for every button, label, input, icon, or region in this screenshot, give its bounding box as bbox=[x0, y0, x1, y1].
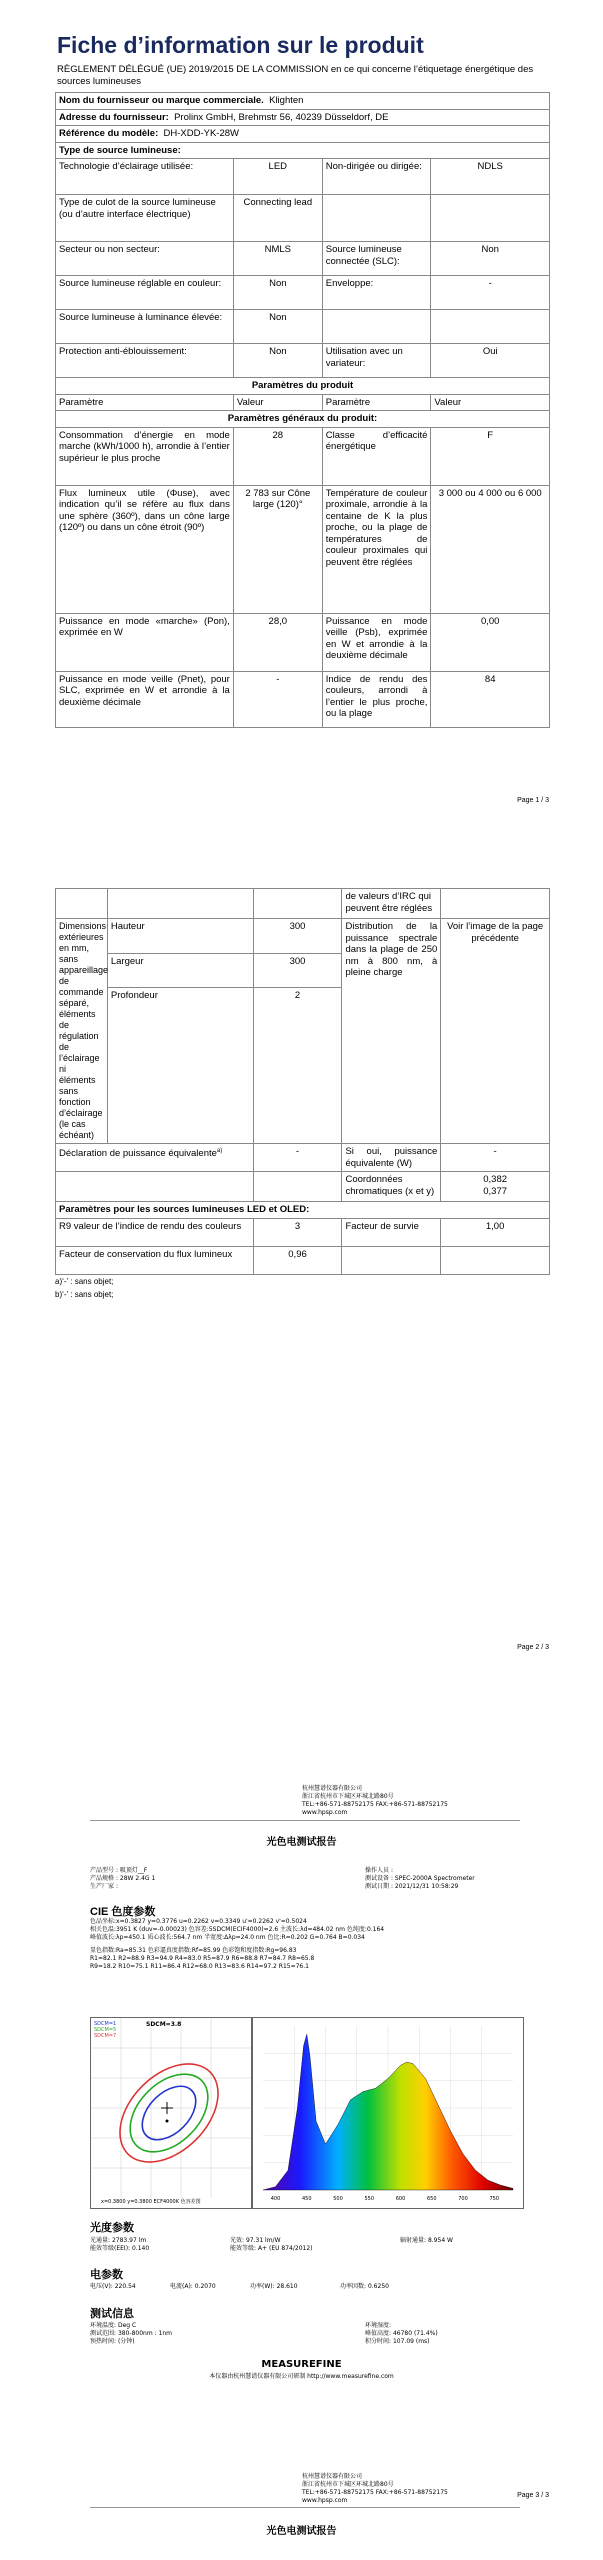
ellipse-sdcm5 bbox=[115, 2059, 222, 2166]
divider bbox=[90, 1820, 520, 1821]
x-tick-label: 550 bbox=[364, 2196, 375, 2202]
spectrum-svg bbox=[253, 2018, 523, 2208]
cie-line: R1=82.1 R2=88.9 R3=94.9 R4=83.0 R5=87.9 R6=88.8 R7=84.7 R8=65.8 bbox=[90, 1955, 315, 1962]
cell-decl-value: - bbox=[253, 1144, 342, 1172]
cell-ifyes-label: Si oui, puissance équivalente (W) bbox=[342, 1144, 441, 1172]
cie-line: R9=18.2 R10=75.1 R11=86.4 R12=68.0 R13=83.6 R14=97.2 R15=76.1 bbox=[90, 1963, 309, 1970]
info-label: 产品规格 bbox=[90, 1875, 115, 1882]
cell-class-value: F bbox=[431, 427, 550, 485]
cell-empty bbox=[322, 310, 431, 344]
supplier-label: Nom du fournisseur ou marque commerciale. bbox=[59, 95, 264, 106]
x-tick-label: 600 bbox=[395, 2196, 406, 2202]
info-label: 产品型号 bbox=[90, 1867, 115, 1874]
cell-colour-value: Non bbox=[233, 276, 322, 310]
power-value: 28.610 bbox=[276, 2283, 298, 2290]
cie-line: 显色指数:Ra=85.31 色彩逼真度指数:Rf=85.99 色彩饱和度指数:Rg=96.83 bbox=[90, 1947, 297, 1954]
company-header bbox=[302, 1785, 448, 1817]
model-label: Référence du modèle: bbox=[59, 128, 159, 139]
cell-height-value: 300 bbox=[253, 919, 342, 954]
cell-class-label: Classe d’efficacité énergétique bbox=[322, 427, 431, 485]
warmup-label: 预热时间: bbox=[90, 2338, 117, 2345]
address-value: Prolinx GmbH, Brehmstr 56, 40239 Düsseldorf, DE bbox=[174, 111, 389, 123]
product-info-table bbox=[55, 92, 550, 728]
cell-flux-value: 2 783 sur Cône large (120)° bbox=[233, 485, 322, 613]
page-2 bbox=[55, 888, 550, 1299]
cell-pon-value: 28,0 bbox=[233, 613, 322, 671]
col-param: Paramètre bbox=[322, 394, 431, 411]
company-name: 杭州慧谱仪器有限公司 bbox=[302, 2473, 363, 2480]
cell-envelope-value: - bbox=[431, 276, 550, 310]
cell-r9-value: 3 bbox=[253, 1218, 342, 1246]
integration-label: 积分时间: bbox=[365, 2338, 392, 2345]
model-value: DH-XDD-YK-28W bbox=[163, 128, 240, 139]
cell-pnet-value: - bbox=[233, 671, 322, 727]
cell-decl-label: Déclaration de puissance équivalente bbox=[59, 1148, 217, 1160]
company-web: www.hpsp.com bbox=[302, 1809, 348, 1816]
cell-tech-label: Technologie d’éclairage utilisée: bbox=[56, 159, 234, 195]
legend-sdcm1: SDCM=1 bbox=[94, 2021, 117, 2027]
page-number: Page 2 / 3 bbox=[517, 1644, 549, 1651]
efficacy-label: 光效: bbox=[230, 2237, 245, 2244]
cell-r9-label: R9 valeur de l’indice de rendu des couleurs bbox=[56, 1218, 254, 1246]
company-phone: TEL:+86-571-88752175 FAX:+86-571-88752175 bbox=[302, 2489, 448, 2496]
col-value: Valeur bbox=[431, 394, 550, 411]
info-sep: : bbox=[115, 1867, 118, 1874]
cell-mains-label: Secteur ou non secteur: bbox=[56, 242, 234, 276]
test-info-left bbox=[90, 2322, 172, 2346]
cell-cap-value: Connecting lead bbox=[233, 195, 322, 242]
cell-spd-value: Voir l’image de la page précédente bbox=[441, 919, 550, 1144]
info-label: 测试设备 bbox=[365, 1875, 390, 1882]
cell-tech-value: LED bbox=[233, 159, 322, 195]
cell-cap-label: Type de culot de la source lumineuse (ou d’autre interface électrique) bbox=[56, 195, 234, 242]
report-title-2: 光色电测试报告 bbox=[266, 2526, 337, 2537]
type-header: Type de source lumineuse: bbox=[56, 142, 550, 159]
photometric-title: 光度参数 bbox=[90, 2222, 134, 2234]
voltage-label: 电压(V): bbox=[90, 2283, 113, 2290]
humidity-label: 环境湿度: bbox=[365, 2322, 392, 2329]
company-address: 浙江省杭州市下城区环城北路80号 bbox=[302, 2481, 394, 2488]
flux-value: 2783.97 lm bbox=[111, 2237, 147, 2244]
product-info-left bbox=[90, 1867, 155, 1891]
cell-psb-value: 0,00 bbox=[431, 613, 550, 671]
cie-title: CIE 色度参数 bbox=[90, 1906, 156, 1918]
cell-envelope-label: Enveloppe: bbox=[322, 276, 431, 310]
cell-maint-label: Facteur de conservation du flux lumineux bbox=[56, 1246, 254, 1274]
company-address: 浙江省杭州市下城区环城北路80号 bbox=[302, 1793, 394, 1800]
col-value: Valeur bbox=[233, 394, 322, 411]
x-tick-label: 500 bbox=[333, 2196, 343, 2202]
cell-maint-value: 0,96 bbox=[253, 1246, 342, 1274]
supplier-value: Klighten bbox=[269, 95, 304, 106]
info-sep: : bbox=[115, 1875, 118, 1882]
x-tick-label: 400 bbox=[270, 2196, 281, 2202]
cell-cri-cont: de valeurs d’IRC qui peuvent être réglées bbox=[342, 889, 441, 919]
cell-dir-label: Non-dirigée ou dirigée: bbox=[322, 159, 431, 195]
cell-depth-label: Profondeur bbox=[107, 988, 253, 1144]
cell-dir-value: NDLS bbox=[431, 159, 550, 195]
pf-label: 功率因数: bbox=[340, 2283, 367, 2290]
cell-height-label: Hauteur bbox=[107, 919, 253, 954]
info-sep: : bbox=[390, 1875, 393, 1882]
warmup-value: (分钟) bbox=[117, 2338, 135, 2345]
power-label: 功率(W): bbox=[250, 2283, 275, 2290]
cell-empty bbox=[431, 195, 550, 242]
footnote-a: a)‘-’ : sans objet; bbox=[55, 1276, 114, 1286]
info-label: 操作人员 bbox=[365, 1867, 390, 1874]
cell-spd-label: Distribution de la puissance spectrale dans la plage de 250 nm à 800 nm, à pleine charge bbox=[342, 919, 441, 1144]
divider bbox=[90, 2507, 520, 2508]
test-date: 2021/12/31 10:58:29 bbox=[394, 1883, 459, 1890]
range-label: 测试范围: bbox=[90, 2330, 117, 2337]
product-spec: 28W 2.4G 1 bbox=[119, 1875, 156, 1882]
sdcm-legend bbox=[94, 2021, 116, 2039]
cell-depth-value: 2 bbox=[253, 988, 342, 1144]
footnote-b: b)‘-’ : sans objet; bbox=[55, 1289, 114, 1299]
cell-cri-value: 84 bbox=[431, 671, 550, 727]
spectrum-ticks bbox=[271, 2196, 499, 2202]
ellipse-sdcm7 bbox=[101, 2045, 237, 2181]
cell-flux-label: Flux lumineux utile (Φuse), avec indication qu’il se réfère au flux dans une sphère (360º), dans un cône large (120º) ou dans un cône étroit (90º) bbox=[56, 485, 234, 613]
cell-cls-value: Non bbox=[431, 242, 550, 276]
page-1 bbox=[55, 32, 550, 728]
page-number: Page 3 / 3 bbox=[517, 2492, 549, 2499]
cell-energy-value: 28 bbox=[233, 427, 322, 485]
class-value: A+ (EU 874/2012) bbox=[257, 2245, 313, 2252]
sdcm-caption: x=0.3800 y=0.3800 ECF4000K 色容差图 bbox=[101, 2199, 201, 2205]
company-header-2 bbox=[302, 2473, 448, 2505]
spectrum-chart bbox=[252, 2017, 524, 2209]
cie-params bbox=[90, 1918, 530, 1971]
x-tick-label: 650 bbox=[426, 2196, 437, 2202]
range-value: 380-800nm : 1nm bbox=[117, 2330, 172, 2337]
measured-point bbox=[166, 2120, 169, 2123]
integration-value: 107.09 (ms) bbox=[392, 2338, 430, 2345]
params-header: Paramètres du produit bbox=[56, 378, 550, 395]
page-number: Page 1 / 3 bbox=[517, 797, 549, 804]
company-phone: TEL:+86-571-88752175 FAX:+86-571-88752175 bbox=[302, 1801, 448, 1808]
sdcm-svg bbox=[91, 2018, 251, 2208]
eei-value: 0.140 bbox=[131, 2245, 150, 2252]
cell-survival-label: Facteur de survie bbox=[342, 1218, 441, 1246]
product-model: 吸顶灯__F bbox=[119, 1867, 148, 1874]
test-info-title: 测试信息 bbox=[90, 2308, 134, 2320]
ambient-temp-value: Deg C bbox=[117, 2322, 137, 2329]
info-sep: : bbox=[115, 1883, 118, 1890]
product-info-table-cont bbox=[55, 888, 550, 1275]
cell-dim-label: Dimensions extérieures en mm, sans appareillage de commande séparé, éléments de régulation de l’éclairage ni éléments sans fonction d’éclairage (le cas échéant) bbox=[56, 919, 108, 1144]
radiant-label: 辐射通量: bbox=[400, 2237, 427, 2244]
cie-line: 相关色温:3951 K (duv=-0.00023) 色容差:5SDCM(ECIF4000)=2.6 主波长:λd=484.02 nm 色纯度:0.164 bbox=[90, 1926, 385, 1933]
cell-mains-value: NMLS bbox=[233, 242, 322, 276]
efficacy-value: 97.31 lm/W bbox=[245, 2237, 281, 2244]
cell-survival-value: 1,00 bbox=[441, 1218, 550, 1246]
cell-width-value: 300 bbox=[253, 953, 342, 988]
class-label: 能效等级: bbox=[230, 2245, 257, 2252]
cell-glare-value: Non bbox=[233, 344, 322, 378]
regulation-text: RÈGLEMENT DÉLÉGUÉ (UE) 2019/2015 DE LA COMMISSION en ce qui concerne l’étiquetage énergétique des sources lumineuses bbox=[57, 64, 534, 87]
cell-ifyes-value: - bbox=[441, 1144, 550, 1172]
sdcm-diagram bbox=[90, 2017, 252, 2209]
col-param: Paramètre bbox=[56, 394, 234, 411]
general-header: Paramètres généraux du produit: bbox=[56, 411, 550, 428]
cell-glare-label: Protection anti-éblouissement: bbox=[56, 344, 234, 378]
photometric-params bbox=[90, 2237, 530, 2253]
info-label: 生产厂家 bbox=[90, 1883, 115, 1890]
sdcm-value: SDCM=3.8 bbox=[146, 2021, 182, 2028]
current-value: 0.2070 bbox=[194, 2283, 216, 2290]
cell-luminance-label: Source lumineuse à luminance élevée: bbox=[56, 310, 234, 344]
radiant-value: 8.954 W bbox=[427, 2237, 453, 2244]
legend-sdcm7: SDCM=7 bbox=[94, 2033, 117, 2039]
cie-line: 色品坐标:x=0.3827 y=0.3776 u=0.2262 v=0.3349 u'=0.2262 v'=0.5024 bbox=[90, 1918, 307, 1925]
cell-cct-label: Température de couleur proximale, arrondie à la centaine de K la plus proche, ou la plage de températures de couleur proximales qui peuvent être réglées bbox=[322, 485, 431, 613]
product-info-right bbox=[365, 1867, 475, 1891]
info-label: 测试日期 bbox=[365, 1883, 390, 1890]
x-tick-label: 450 bbox=[301, 2196, 312, 2202]
cell-chroma-y: 0,377 bbox=[483, 1185, 508, 1197]
cell-empty bbox=[322, 195, 431, 242]
info-sep: : bbox=[390, 1867, 393, 1874]
voltage-value: 220.54 bbox=[114, 2283, 136, 2290]
electrical-params bbox=[90, 2283, 530, 2291]
cell-chroma-label: Coordonnées chromatiques (x et y) bbox=[342, 1172, 441, 1202]
test-info-right bbox=[365, 2322, 438, 2346]
cell-cls-label: Source lumineuse connectée (SLC): bbox=[322, 242, 431, 276]
cell-cct-value: 3 000 ou 4 000 ou 6 000 bbox=[431, 485, 550, 613]
footnote-ref-a: a) bbox=[216, 1148, 223, 1154]
cell-cri-label: Indice de rendu des couleurs, arrondi à l’entier le plus proche, ou la plage bbox=[322, 671, 431, 727]
cell-width-label: Largeur bbox=[107, 953, 253, 988]
cell-luminance-value: Non bbox=[233, 310, 322, 344]
current-label: 电流(A): bbox=[170, 2283, 193, 2290]
flux-label: 光通量: bbox=[90, 2237, 111, 2244]
brand-subtitle: 本仪器由杭州慧谱仪器有限公司研制 http://www.measurefine.com bbox=[209, 2373, 394, 2380]
page-title: Fiche d’information sur le produit bbox=[57, 32, 424, 58]
cell-dimmer-value: Oui bbox=[431, 344, 550, 378]
ambient-temp-label: 环境温度: bbox=[90, 2322, 117, 2329]
x-tick-label: 750 bbox=[489, 2196, 500, 2202]
eei-label: 能效等级(EEI): bbox=[90, 2245, 131, 2252]
company-name: 杭州慧谱仪器有限公司 bbox=[302, 1785, 363, 1792]
cell-psb-label: Puissance en mode veille (Psb), exprimée en W et arrondie à la deuxième décimale bbox=[322, 613, 431, 671]
cie-line: 峰值波长:λp=450.1 质心波长:564.7 nm 半宽度:Δλp=24.0 nm 色比:R=0.202 G=0.764 B=0.034 bbox=[90, 1934, 365, 1941]
test-device: SPEC-2000A Spectrometer bbox=[394, 1875, 475, 1882]
report-title: 光色电测试报告 bbox=[266, 1837, 337, 1848]
cell-empty bbox=[431, 310, 550, 344]
led-header: Paramètres pour les sources lumineuses LED et OLED: bbox=[56, 1202, 550, 1219]
cell-energy-label: Consommation d’énergie en mode marche (kWh/1000 h), arrondie à l’entier supérieur le plus proche bbox=[56, 427, 234, 485]
brand-logo: MEASUREFINE bbox=[261, 2359, 342, 2370]
cell-colour-label: Source lumineuse réglable en couleur: bbox=[56, 276, 234, 310]
address-label: Adresse du fournisseur: bbox=[59, 111, 169, 123]
cell-dimmer-label: Utilisation avec un variateur: bbox=[322, 344, 431, 378]
legend-sdcm5: SDCM=5 bbox=[94, 2027, 117, 2033]
cell-pon-label: Puissance en mode «marche» (Pon), exprimée en W bbox=[56, 613, 234, 671]
cell-pnet-label: Puissance en mode veille (Pnet), pour SLC, exprimée en W et arrondie à la deuxième décimale bbox=[56, 671, 234, 727]
peak-value: 46780 (71.4%) bbox=[392, 2330, 438, 2337]
x-tick-label: 700 bbox=[458, 2196, 468, 2202]
electrical-title: 电参数 bbox=[90, 2269, 123, 2281]
peak-label: 峰值高度: bbox=[365, 2330, 392, 2337]
info-sep: : bbox=[390, 1883, 393, 1890]
cell-chroma-x: 0,382 bbox=[483, 1174, 508, 1185]
ellipse-sdcm1 bbox=[132, 2076, 206, 2150]
company-web: www.hpsp.com bbox=[302, 2497, 348, 2504]
pf-value: 0.6250 bbox=[367, 2283, 389, 2290]
